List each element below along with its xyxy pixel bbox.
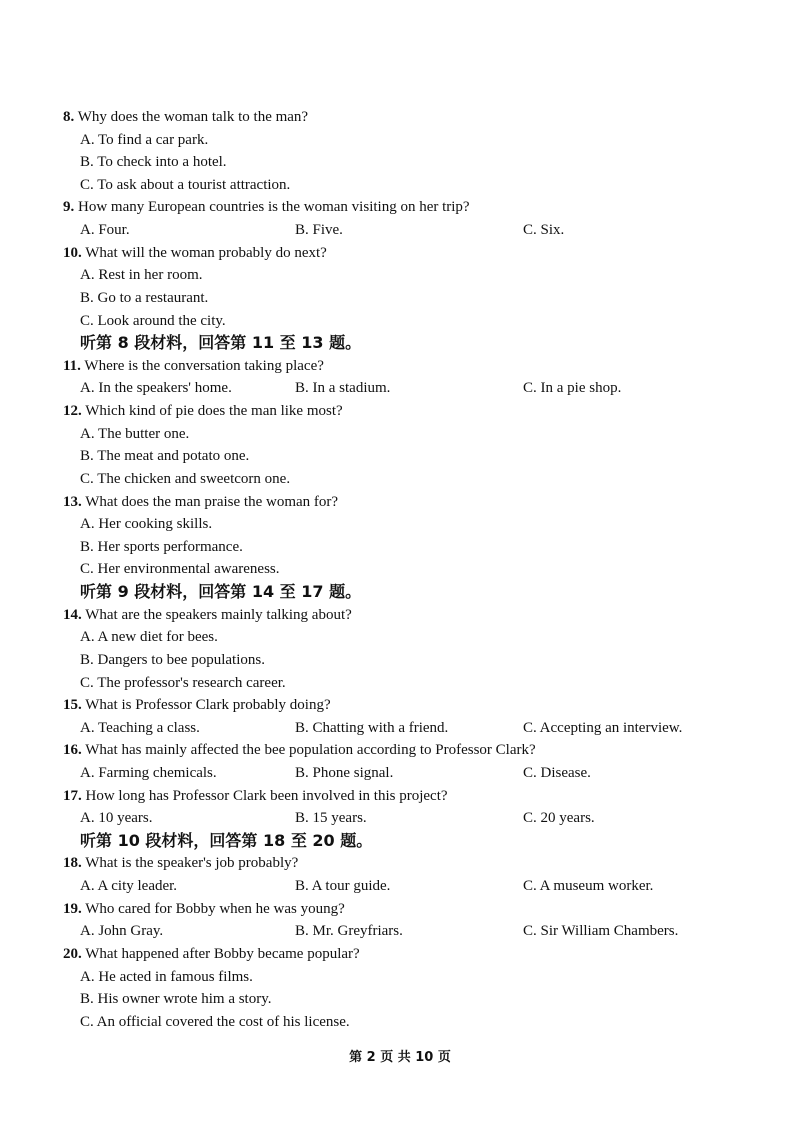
option-text: B. The meat and potato one. — [80, 448, 250, 465]
option-c: C. 20 years. — [523, 810, 595, 827]
question-line — [63, 491, 338, 513]
question-number: 9. — [63, 199, 75, 216]
question-text: What is Professor Clark probably doing? — [81, 697, 331, 714]
option-b: B. Phone signal. — [295, 764, 394, 781]
question-number: 20. — [63, 945, 82, 962]
question-number: 13. — [63, 493, 82, 510]
question-text: What will the woman probably do next? — [81, 244, 327, 261]
option-c: C. Sir William Chambers. — [523, 923, 679, 940]
question-number: 19. — [63, 900, 82, 917]
question-text: How many European countries is the woman visiting on her trip? — [74, 199, 470, 216]
option-a: A. Farming chemicals. — [80, 764, 217, 781]
question-number: 16. — [63, 742, 82, 759]
option-a: A. In the speakers' home. — [80, 380, 232, 397]
option-b: B. In a stadium. — [295, 380, 391, 397]
option-c: C. Accepting an interview. — [523, 719, 683, 736]
option-text: B. Dangers to bee populations. — [80, 651, 265, 668]
question-line — [63, 785, 448, 807]
question-line — [63, 242, 327, 264]
question-text: What is the speaker's job probably? — [81, 855, 299, 872]
question-number: 11. — [63, 357, 81, 374]
question-number: 18. — [63, 855, 82, 872]
option-b: B. Five. — [295, 222, 343, 239]
option-c: C. A museum worker. — [523, 878, 654, 895]
question-number: 15. — [63, 697, 82, 714]
question-number: 8. — [63, 109, 75, 125]
question-number: 14. — [63, 606, 82, 623]
option-a: A. Teaching a class. — [80, 719, 200, 736]
option-b: B. 15 years. — [295, 810, 367, 827]
option-text: A. He acted in famous films. — [80, 968, 253, 985]
option-a: A. A city leader. — [80, 878, 178, 895]
option-c: C. In a pie shop. — [523, 380, 622, 397]
option-c: C. Six. — [523, 222, 565, 239]
question-text: What happened after Bobby became popular? — [81, 945, 360, 962]
option-a: A. Four. — [80, 222, 130, 239]
option-text: C. The professor's research career. — [80, 674, 286, 691]
question-text: Who cared for Bobby when he was young? — [81, 900, 345, 917]
question-number: 10. — [63, 244, 82, 261]
question-line — [63, 355, 324, 377]
option-text: A. Rest in her room. — [80, 267, 203, 284]
option-text: A. A new diet for bees. — [80, 629, 218, 646]
option-a: A. 10 years. — [80, 810, 153, 827]
option-b: B. A tour guide. — [295, 878, 391, 895]
question-number: 12. — [63, 403, 82, 420]
option-text: C. An official covered the cost of his license. — [80, 1013, 350, 1030]
question-text: Why does the woman talk to the man? — [74, 109, 309, 125]
option-c: C. Disease. — [523, 764, 591, 781]
option-text: C. Her environmental awareness. — [80, 561, 280, 578]
question-line — [63, 604, 352, 626]
question-text: How long has Professor Clark been involved in this project? — [81, 787, 448, 804]
option-text: C. The chicken and sweetcorn one. — [80, 470, 291, 487]
question-text: What does the man praise the woman for? — [81, 493, 339, 510]
question-line — [63, 694, 331, 716]
option-a: A. John Gray. — [80, 923, 164, 940]
option-text: A. To find a car park. — [80, 131, 209, 148]
question-line — [63, 898, 345, 920]
question-line — [63, 400, 343, 422]
section-heading: 听第 9 段材料，回答第 14 至 17 题。 — [80, 582, 362, 602]
question-line — [63, 196, 470, 218]
option-text: A. Her cooking skills. — [80, 516, 213, 533]
page-footer: 第 2 页 共 10 页 — [349, 1050, 451, 1065]
option-text: B. Her sports performance. — [80, 538, 243, 555]
option-b: B. Chatting with a friend. — [295, 719, 449, 736]
question-text: What has mainly affected the bee population according to Professor Clark? — [81, 742, 536, 759]
option-text: C. Look around the city. — [80, 312, 226, 329]
section-heading: 听第 10 段材料，回答第 18 至 20 题。 — [80, 830, 373, 850]
question-text: Which kind of pie does the man like most? — [81, 403, 343, 420]
option-text: B. Go to a restaurant. — [80, 289, 209, 306]
question-line — [63, 943, 360, 965]
option-text: B. To check into a hotel. — [80, 154, 227, 171]
question-text: Where is the conversation taking place? — [80, 357, 324, 374]
option-b: B. Mr. Greyfriars. — [295, 923, 403, 940]
question-line — [63, 106, 308, 128]
option-text: A. The butter one. — [80, 425, 190, 442]
question-line — [63, 852, 298, 874]
option-text: B. His owner wrote him a story. — [80, 991, 272, 1008]
question-text: What are the speakers mainly talking about? — [81, 606, 352, 623]
question-number: 17. — [63, 787, 82, 804]
section-heading: 听第 8 段材料，回答第 11 至 13 题。 — [80, 333, 362, 353]
question-line — [63, 739, 536, 761]
option-text: C. To ask about a tourist attraction. — [80, 176, 291, 193]
